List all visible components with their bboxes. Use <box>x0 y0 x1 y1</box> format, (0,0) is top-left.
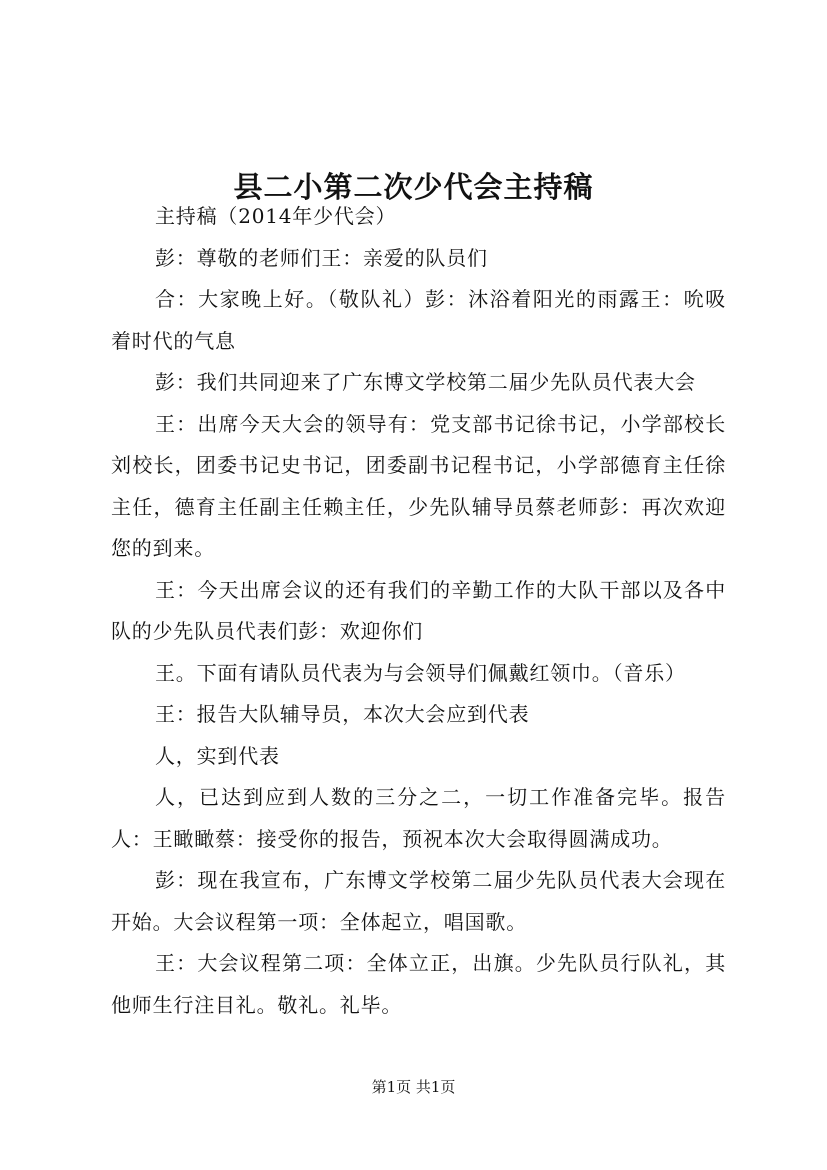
paragraph: 彭：现在我宣布，广东博文学校第二届少先队员代表大会现在开始。大会议程第一项：全体起立，唱国歌。 <box>111 868 726 934</box>
paragraph: 彭：尊敬的老师们王：亲爱的队员们 <box>155 245 488 270</box>
page-footer: 第1页 共1页 <box>371 1078 456 1096</box>
paragraph: 彭：我们共同迎来了广东博文学校第二届少先队员代表大会 <box>155 370 696 394</box>
paragraph: 人，已达到应到人数的三分之二，一切工作准备完毕。报告人：王瞰瞰蔡：接受你的报告，预祝本次大会取得圆满成功。 <box>111 785 726 851</box>
document-body <box>111 196 726 1026</box>
page-title: 县二小第二次少代会主持稿 <box>233 170 594 205</box>
paragraph: 人，实到代表 <box>155 743 280 768</box>
paragraph: 合：大家晚上好。（敬队礼）彭：沐浴着阳光的雨露王：吮吸着时代的气息 <box>111 287 726 353</box>
paragraph: 王：大会议程第二项：全体立正，出旗。少先队员行队礼，其他师生行注目礼。敬礼。礼毕。 <box>111 951 726 1017</box>
paragraph: 王：出席今天大会的领导有：党支部书记徐书记，小学部校长刘校长，团委书记史书记，团委副书记程书记，小学部德育主任徐主任，德育主任副主任赖主任，少先队辅导员蔡老师彭：再次欢迎您的到来。 <box>111 411 726 560</box>
paragraph: 王：报告大队辅导员，本次大会应到代表 <box>155 702 530 726</box>
paragraph: 王：今天出席会议的还有我们的辛勤工作的大队干部以及各中队的少先队员代表们彭：欢迎你们 <box>111 577 726 643</box>
paragraph: 王。下面有请队员代表为与会领导们佩戴红领巾。（音乐） <box>155 660 686 685</box>
paragraph: 主持稿（2014年少代会） <box>155 204 397 228</box>
